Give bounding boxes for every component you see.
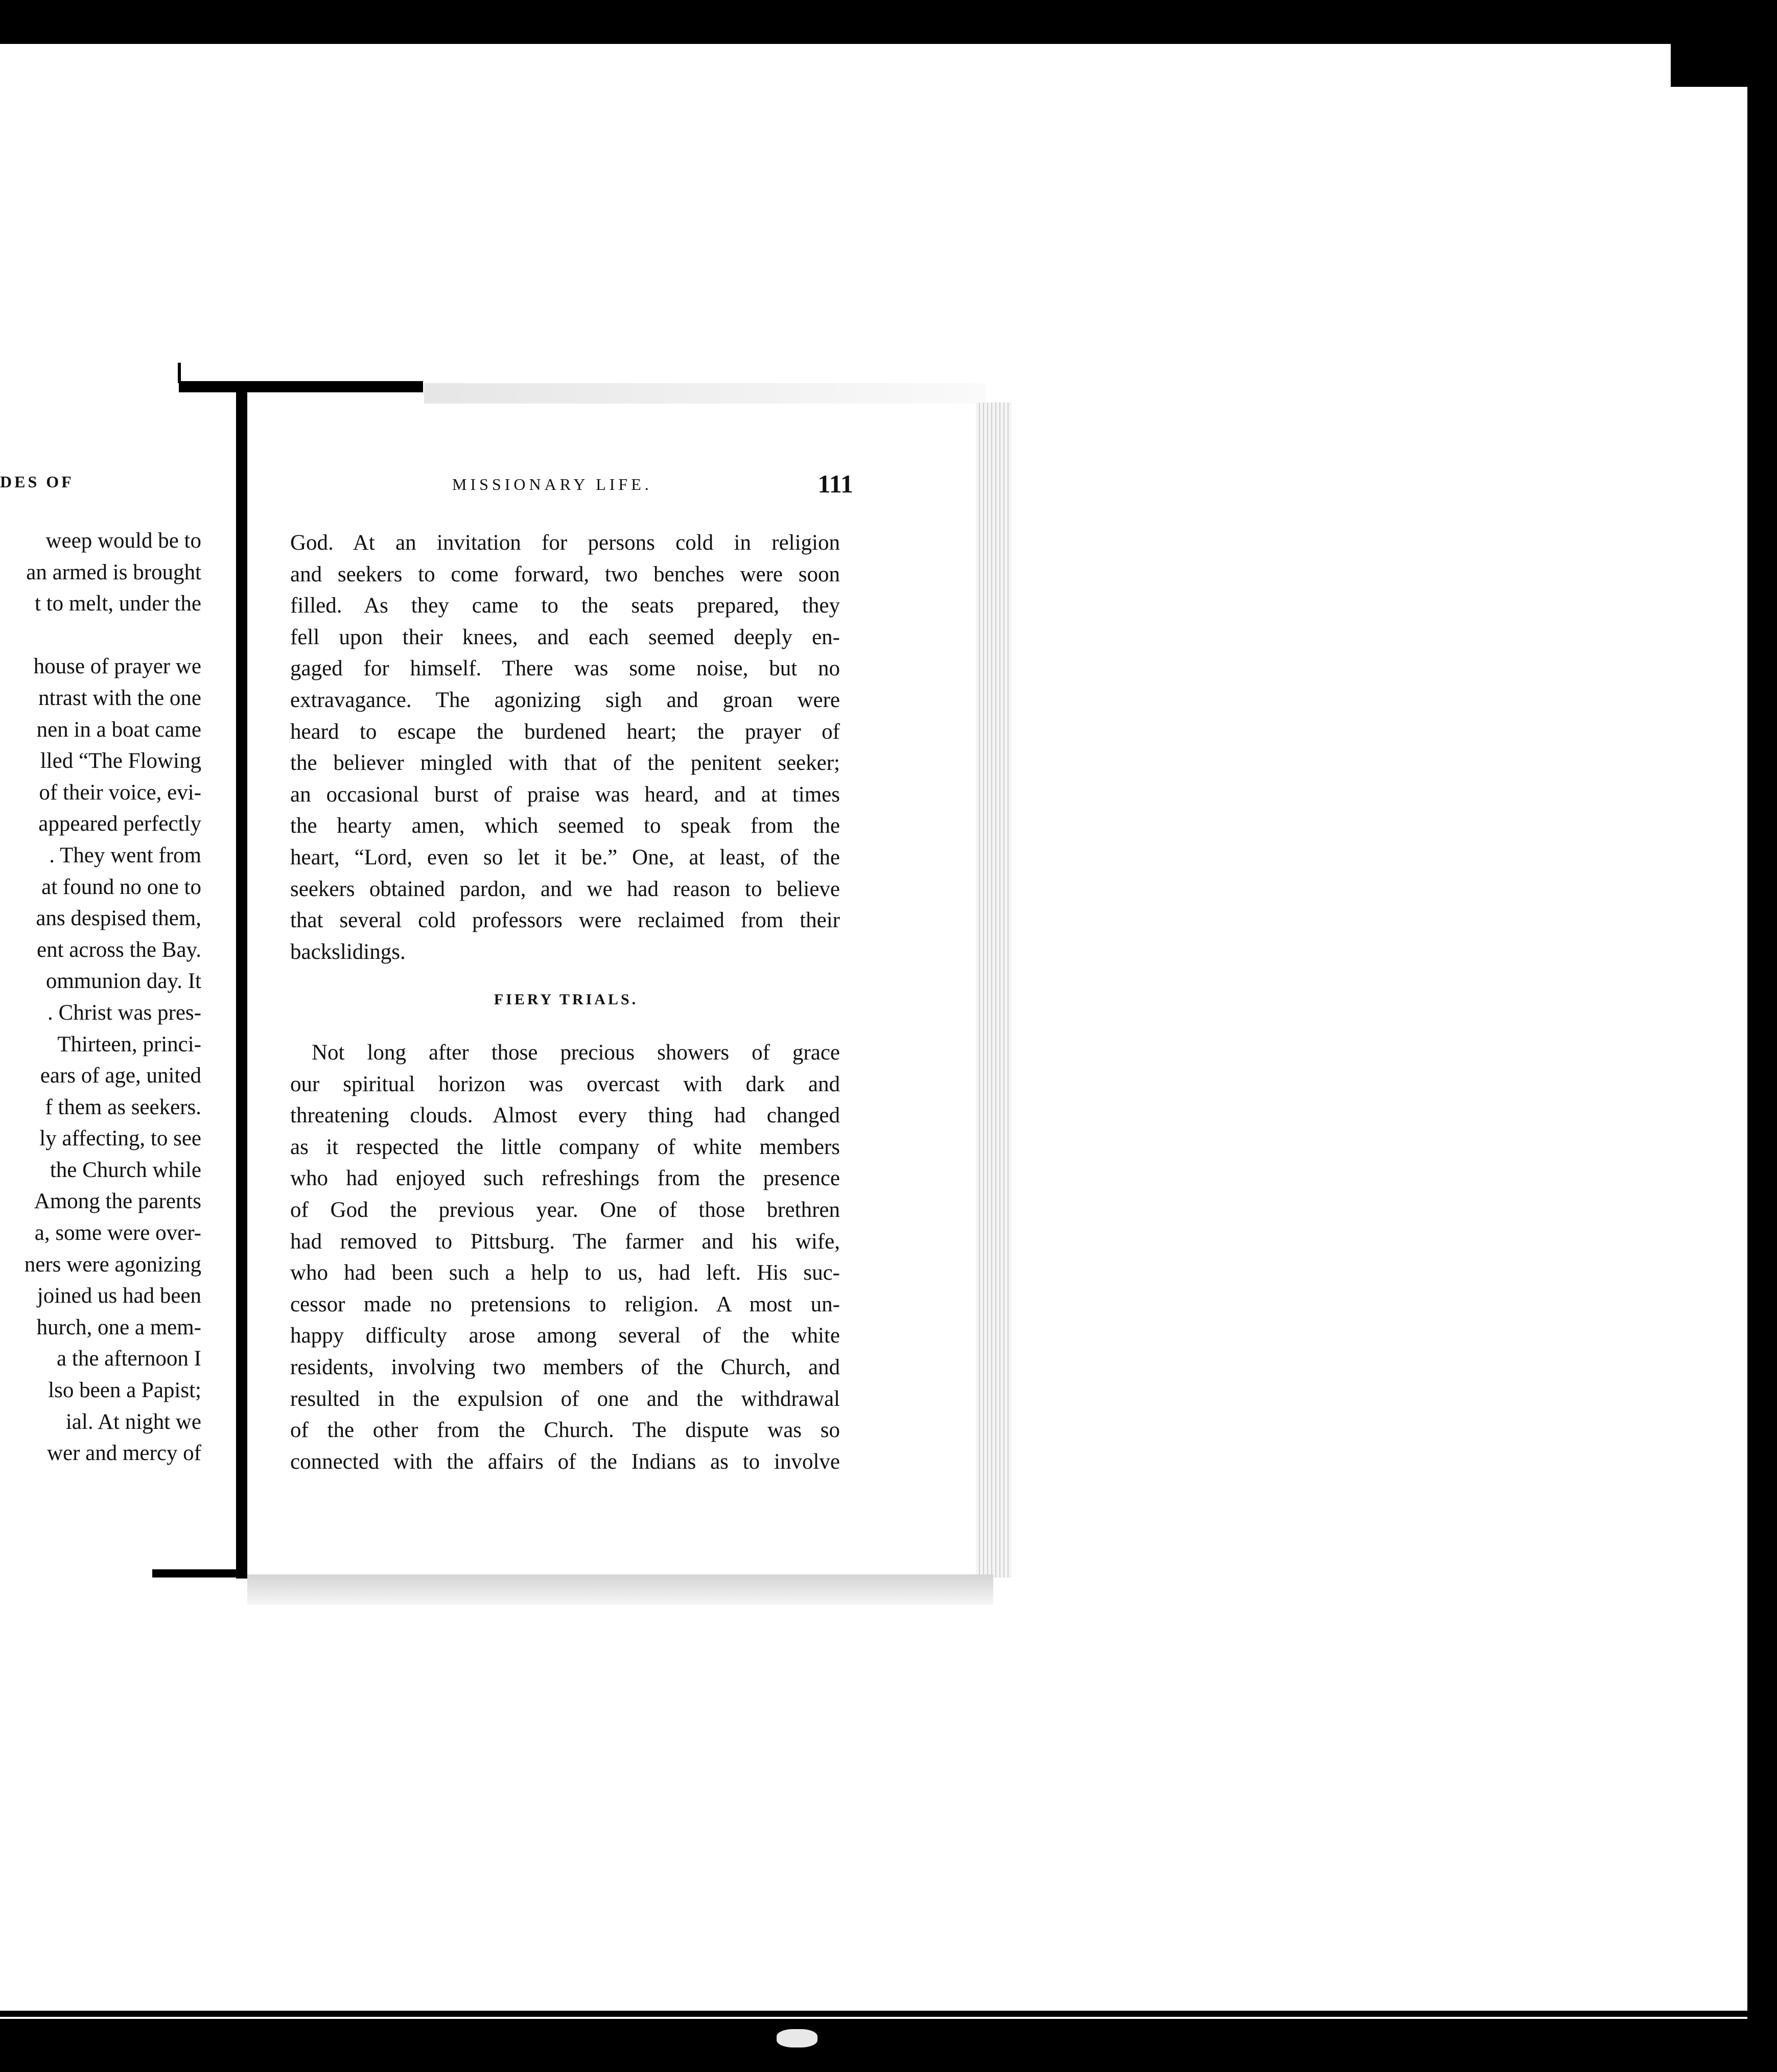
left-line: ntrast with the one <box>38 686 201 710</box>
text-line: resulted in the expulsion of one and the withdrawal <box>290 1386 840 1411</box>
left-line: a, some were over- <box>34 1221 201 1245</box>
text-line: filled. As they came to the seats prepared, they <box>290 594 840 618</box>
clamp-tick <box>178 363 181 383</box>
text-line: Not long after those precious showers of grace <box>312 1041 840 1065</box>
text-line: as it respected the little company of white members <box>290 1135 840 1159</box>
left-line: t to melt, under the <box>34 592 201 616</box>
left-line: nen in a boat came <box>36 717 201 742</box>
left-line <box>0 620 201 651</box>
left-line: lso been a Papist; <box>48 1378 201 1403</box>
text-line: fell upon their knees, and each seemed deeply en- <box>290 625 840 649</box>
text-line: the believer mingled with that of the penitent seeker; <box>290 751 840 775</box>
text-line: gaged for himself. There was some noise, but no <box>290 656 840 681</box>
scan-border-bottom-line <box>0 2011 1777 2017</box>
left-line: f them as seekers. <box>45 1095 201 1119</box>
left-line: joined us had been <box>37 1284 201 1308</box>
left-line: appeared perfectly <box>38 812 201 836</box>
left-line: ners were agonizing <box>24 1252 201 1277</box>
text-line: threatening clouds. Almost every thing had changed <box>290 1103 840 1128</box>
text-line: connected with the affairs of the Indians as to involve <box>290 1449 840 1474</box>
left-line: the Church while <box>50 1158 201 1182</box>
page-number: 111 <box>817 469 853 498</box>
paragraph-1 <box>290 527 840 968</box>
scan-border-right <box>1747 0 1777 2072</box>
text-line: and seekers to come forward, two benches were soon <box>290 562 840 586</box>
left-line: an armed is brought <box>26 560 201 584</box>
page-top-shade <box>424 383 986 404</box>
left-line: weep would be to <box>45 529 201 553</box>
text-line: residents, involving two members of the Church, and <box>290 1355 840 1379</box>
left-line: of their voice, evi- <box>39 780 201 805</box>
page-edges <box>976 403 1012 1577</box>
left-line: Among the parents <box>34 1189 201 1214</box>
left-line: . They went from <box>49 843 201 867</box>
left-line: ent across the Bay. <box>37 937 201 962</box>
text-line: of God the previous year. One of those brethren <box>290 1197 840 1222</box>
text-line: God. At an invitation for persons cold in religion <box>290 531 840 555</box>
left-line: ial. At night we <box>65 1409 201 1434</box>
book-clamp-vertical <box>236 382 247 1579</box>
left-running-head: DES OF <box>0 473 74 491</box>
paragraph-2 <box>290 1037 840 1477</box>
left-line: lled “The Flowing <box>40 749 201 773</box>
text-line: our spiritual horizon was overcast with dark and <box>290 1072 840 1096</box>
left-line: wer and mercy of <box>46 1441 201 1466</box>
text-line: happy difficulty arose among several of the white <box>290 1324 840 1348</box>
running-head: MISSIONARY LIFE. <box>452 475 652 493</box>
text-line: heard to escape the burdened heart; the prayer of <box>290 719 840 744</box>
left-page-text <box>0 525 201 1469</box>
text-line: extravagance. The agonizing sigh and groan were <box>290 688 840 712</box>
left-line: house of prayer we <box>33 654 201 679</box>
text-line: backslidings. <box>290 939 406 964</box>
text-line: that several cold professors were reclaimed from their <box>290 908 840 933</box>
text-line: who had enjoyed such refreshings from the presence <box>290 1166 840 1191</box>
left-line: Thirteen, princi- <box>57 1032 201 1056</box>
left-line: . Christ was pres- <box>48 1000 201 1025</box>
section-heading: FIERY TRIALS. <box>494 991 639 1008</box>
text-line: who had been such a help to us, had left. His suc- <box>290 1261 840 1285</box>
text-line: heart, “Lord, even so let it be.” One, at least, of the <box>290 845 840 869</box>
text-line: of the other from the Church. The dispute was so <box>290 1418 840 1443</box>
left-line: ly affecting, to see <box>39 1126 201 1151</box>
left-line: a the afternoon I <box>57 1347 201 1371</box>
scan-border-bottom <box>0 2019 1777 2072</box>
page-bottom-shadow <box>247 1574 993 1605</box>
text-line: an occasional burst of praise was heard, and at times <box>290 782 840 807</box>
scan-border-top <box>0 0 1777 44</box>
left-line: ans despised them, <box>36 906 201 931</box>
text-line: seekers obtained pardon, and we had reason to believe <box>290 877 840 901</box>
book-clamp-bottom <box>152 1569 247 1577</box>
text-line: had removed to Pittsburg. The farmer and his wife, <box>290 1229 840 1254</box>
left-line: ears of age, united <box>40 1064 201 1088</box>
scan-smudge <box>777 2029 817 2047</box>
left-line: at found no one to <box>41 875 201 899</box>
book-clamp-top <box>179 381 423 392</box>
text-line: the hearty amen, which seemed to speak from the <box>290 814 840 838</box>
left-line: hurch, one a mem- <box>36 1315 201 1339</box>
left-line: ommunion day. It <box>45 969 201 994</box>
text-line: cessor made no pretensions to religion. A most un- <box>290 1292 840 1316</box>
